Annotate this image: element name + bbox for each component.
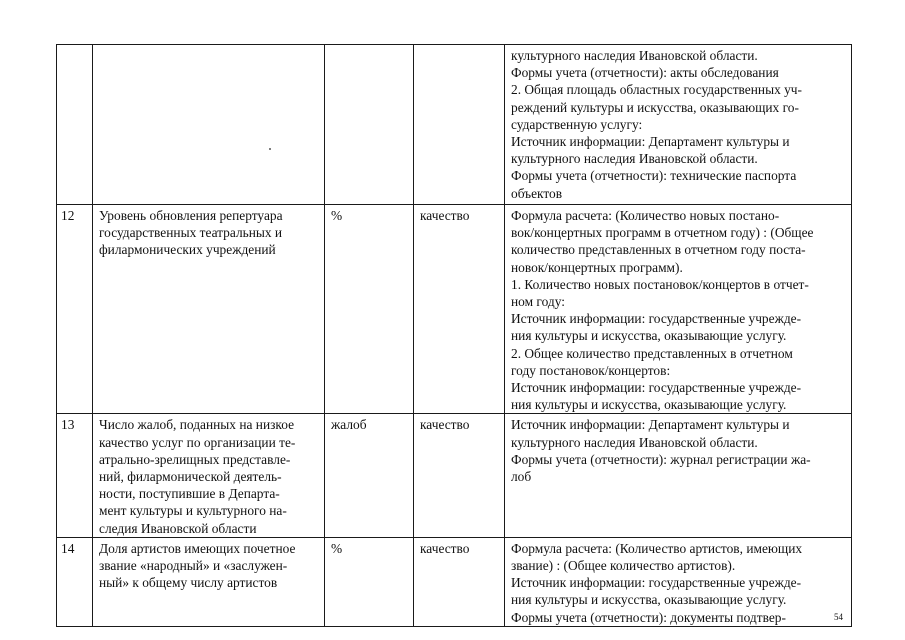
desc-line: лоб [511, 469, 532, 485]
desc-line: 1. Количество новых постановок/концертов в отчет- [511, 276, 809, 292]
calculation-description [505, 205, 852, 414]
name-line: Доля артистов имеющих почетное [99, 540, 296, 556]
desc-line: 2. Общая площадь областных государственных уч- [511, 82, 803, 98]
desc-line: 2. Общее количество представленных в отчетном [511, 345, 793, 361]
calculation-description [505, 537, 852, 626]
desc-line: ния культуры и искусства, оказывающие услугу. [511, 328, 787, 344]
table-row [57, 205, 852, 414]
desc-line: новок/концертных программ). [511, 259, 683, 275]
table-row [57, 414, 852, 537]
desc-line: реждений культуры и искусства, оказывающих го- [511, 99, 799, 115]
name-line: филармонических учреждений [99, 242, 276, 258]
unit-cell [325, 45, 414, 205]
type-cell: качество [414, 414, 505, 537]
name-line: атрально-зрелищных представле- [99, 451, 291, 467]
desc-line: Формы учета (отчетности): технические паспорта [511, 168, 797, 184]
name-line: ный» к общему числу артистов [99, 575, 278, 591]
desc-line: Формы учета (отчетности): акты обследования [511, 65, 779, 81]
unit-cell: жалоб [325, 414, 414, 537]
name-line: государственных театральных и [99, 225, 283, 241]
desc-line: культурного наследия Ивановской области. [511, 151, 758, 167]
desc-line: Формы учета (отчетности): журнал регистрации жа- [511, 451, 811, 467]
desc-line: культурного наследия Ивановской области. [511, 434, 758, 450]
row-number [57, 45, 93, 205]
calculation-description [505, 45, 852, 205]
unit-cell: % [325, 205, 414, 414]
desc-line: звание) : (Общее количество артистов). [511, 558, 736, 574]
scan-speck [269, 148, 271, 150]
desc-line: сударственную услугу: [511, 116, 643, 132]
desc-line: количество представленных в отчетном году поста- [511, 242, 806, 258]
name-line: мент культуры и культурного на- [99, 503, 287, 519]
desc-line: Источник информации: государственные учрежде- [511, 575, 802, 591]
indicator-name [93, 414, 325, 537]
desc-line: культурного наследия Ивановской области. [511, 48, 758, 63]
desc-line: Источник информации: государственные учрежде- [511, 311, 802, 327]
desc-line: объектов [511, 185, 563, 201]
desc-line: вок/концертных программ в отчетном году) : (Общее [511, 225, 814, 241]
desc-line: Формула расчета: (Количество артистов, имеющих [511, 540, 803, 556]
table-row [57, 537, 852, 626]
name-line: ности, поступившие в Департа- [99, 486, 280, 502]
row-number: 13 [57, 414, 93, 537]
indicators-table [56, 44, 852, 627]
name-line: Число жалоб, поданных на низкое [99, 417, 295, 433]
desc-line: Источник информации: Департамент культуры и [511, 134, 790, 150]
name-line: следия Ивановской области [99, 520, 257, 536]
calculation-description [505, 414, 852, 537]
type-cell: качество [414, 537, 505, 626]
table-row [57, 45, 852, 205]
desc-line: ния культуры и искусства, оказывающие услугу. [511, 397, 787, 413]
desc-line: Формула расчета: (Количество новых постано- [511, 208, 780, 223]
unit-cell: % [325, 537, 414, 626]
name-line: качество услуг по организации те- [99, 434, 296, 450]
indicator-name [93, 537, 325, 626]
indicator-name [93, 45, 325, 205]
indicator-name [93, 205, 325, 414]
desc-line: ном году: [511, 294, 565, 310]
row-number: 14 [57, 537, 93, 626]
name-line: звание «народный» и «заслужен- [99, 558, 288, 574]
desc-line: году постановок/концертов: [511, 362, 671, 378]
type-cell: качество [414, 205, 505, 414]
desc-line: ния культуры и искусства, оказывающие услугу. [511, 592, 787, 608]
desc-line: Формы учета (отчетности): документы подтвер- [511, 609, 786, 625]
desc-line: Источник информации: государственные учрежде- [511, 380, 802, 396]
name-line: ний, филармонической деятель- [99, 469, 282, 485]
type-cell [414, 45, 505, 205]
row-number: 12 [57, 205, 93, 414]
page-number: 54 [834, 612, 843, 622]
name-line: Уровень обновления репертуара [99, 208, 283, 223]
desc-line: Источник информации: Департамент культуры и [511, 417, 790, 433]
